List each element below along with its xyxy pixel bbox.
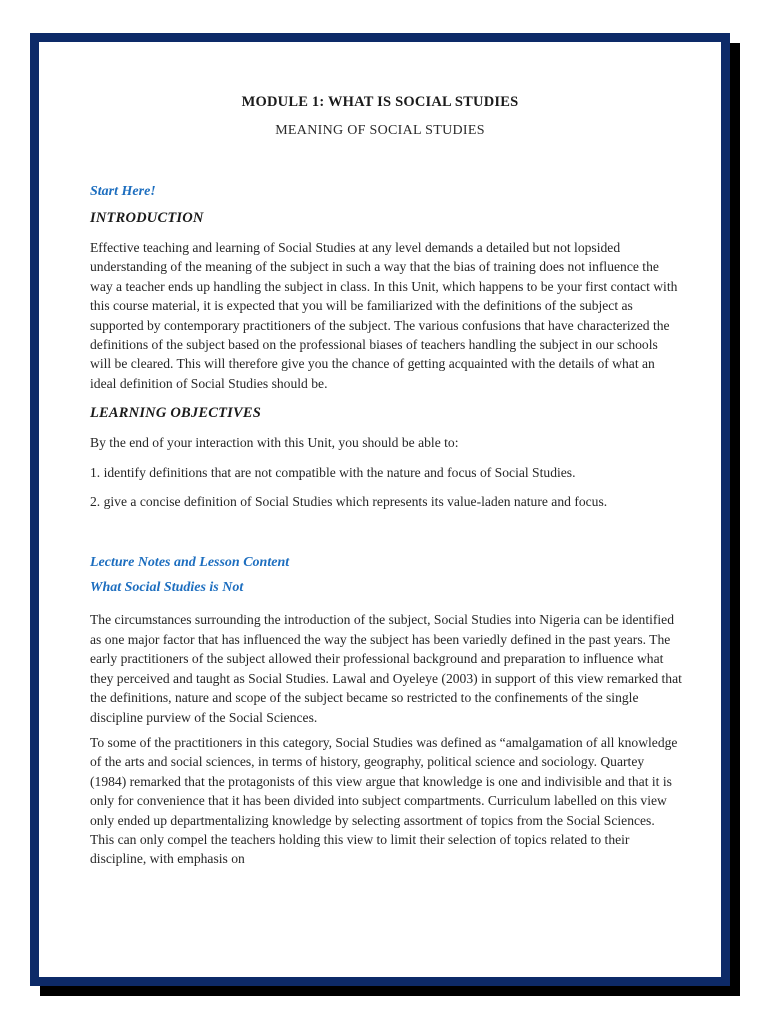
page-title: MODULE 1: WHAT IS SOCIAL STUDIES	[241, 94, 519, 110]
text-objectives-intro: By the end of your interaction with this Unit, you should be able to:	[90, 435, 459, 451]
heading-learning-objectives: LEARNING OBJECTIVES	[90, 405, 261, 422]
heading-what-social-studies-is-not: What Social Studies is Not	[90, 580, 244, 596]
list-objective-2: 2. give a concise definition of Social Studies which represents its value-laden nature and focus.	[90, 494, 608, 510]
heading-lecture-notes: Lecture Notes and Lesson Content	[90, 555, 290, 571]
paragraph-circumstances: The circumstances surrounding the introduction of the subject, Social Studies into Nigeria can be identified as one major factor that has influenced the way the subject has been variedly defined in the past years. The early practitioners of the subject allowed their professional background and preparation to influence what they perceived and taught as Social Studies. Lawal and Oyeleye (2003) in support of this view remarked that the definitions, nature and scope of the subject became so restricted to the confinements of the single discipline purview of the Social Sciences.	[90, 612, 682, 725]
page-subtitle: MEANING OF SOCIAL STUDIES	[275, 123, 485, 138]
document-page-frame	[30, 33, 730, 986]
paragraph-introduction: Effective teaching and learning of Social Studies at any level demands a detailed but not lopsided understanding of the meaning of the subject in such a way that the bias of training does not influence the way a teacher ends up handling the subject in class. In this Unit, which happens to be your first contact with this course material, it is expected that you will be familiarized with the definitions of the subject as supported by contemporary practitioners of the subject. The various confusions that have characterized the definitions of the subject based on the professional biases of teachers handling the subject in our schools will be cleared. This will therefore give you the chance of getting acquainted with the details of what an ideal definition of Social Studies should be.	[90, 240, 678, 391]
heading-introduction: INTRODUCTION	[90, 210, 204, 226]
list-objective-1: 1. identify definitions that are not compatible with the nature and focus of Social Studies.	[90, 464, 576, 480]
document-page	[39, 42, 721, 869]
heading-start-here: Start Here!	[90, 184, 156, 199]
paragraph-practitioners: To some of the practitioners in this category, Social Studies was defined as “amalgamation of all knowledge of the arts and social sciences, in terms of history, geography, political science and sociology. Quartey (1984) remarked that the protagonists of this view argue that knowledge is one and indivisible and that it is only for convenience that it has been divided into subject compartments. Curriculum labelled on this view only ended up departmentalizing knowledge by selecting assortment of topics from the Social Sciences. This can only compel the teachers holding this view to limit their selection of topics related to their discipline, with emphasis on	[90, 734, 678, 867]
